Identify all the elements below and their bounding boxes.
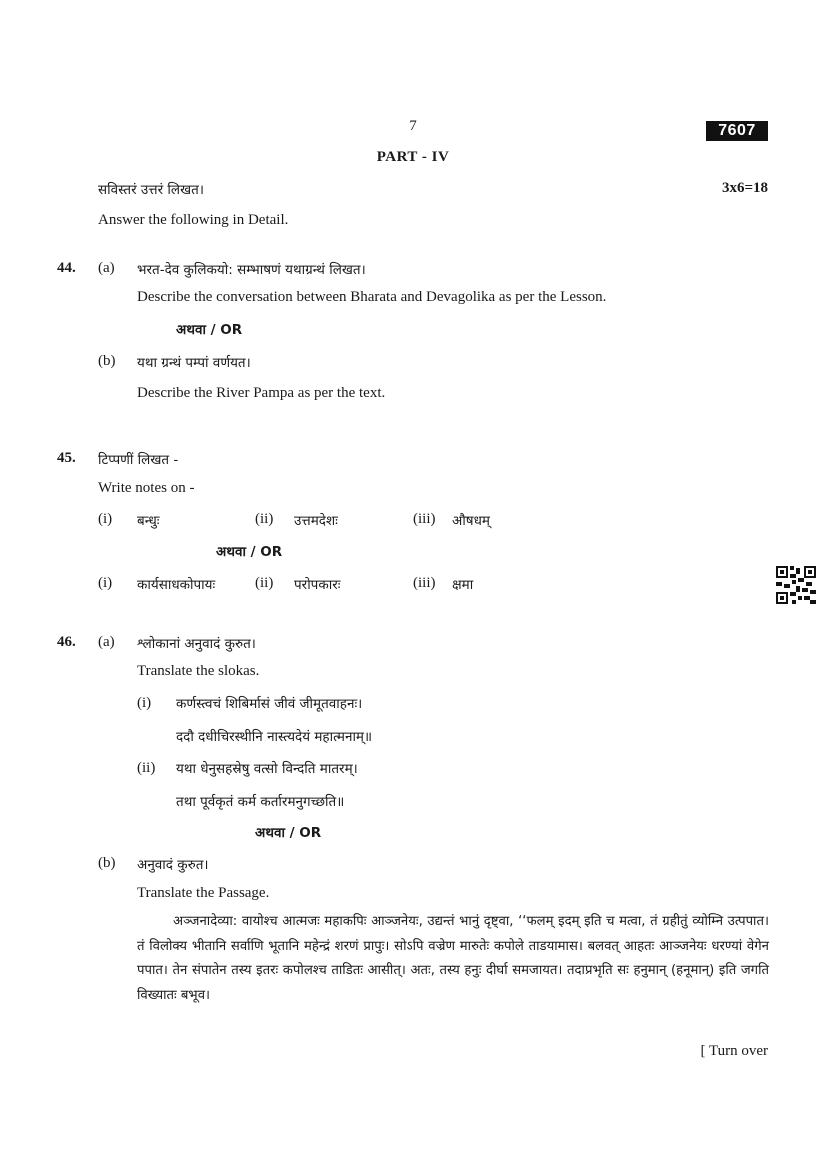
q46-sloka1-line2: ददौ दधीचिरस्थीनि नास्त्यदेयं महात्मनाम्॥ — [176, 729, 373, 745]
q46-a-sanskrit: श्लोकानां अनुवादं कुरुत। — [137, 636, 256, 652]
paper-code-badge: 7607 — [706, 121, 768, 141]
q45-number: 45. — [57, 450, 76, 466]
q45-or-label: अथवा / OR — [216, 544, 283, 560]
part-title: PART - IV — [376, 149, 450, 165]
q44-a-label: (a) — [98, 260, 115, 276]
q45-set1-item1-text: बन्धुः — [137, 513, 160, 529]
q44-b-english: Describe the River Pampa as per the text. — [137, 385, 386, 401]
marks-label: 3x6=18 — [721, 180, 768, 196]
q45-sanskrit: टिप्पणीं लिखत - — [98, 452, 179, 468]
q44-number: 44. — [57, 260, 76, 276]
q45-set2-item2-label: (ii) — [255, 575, 274, 591]
q44-a-sanskrit: भरत-देव कुलिकयो: सम्भाषणं यथाग्रन्थं लिखत। — [137, 262, 366, 278]
q46-sloka1-label: (i) — [137, 695, 152, 711]
q44-b-sanskrit: यथा ग्रन्थं पम्पां वर्णयत। — [137, 355, 251, 371]
q46-a-english: Translate the slokas. — [137, 663, 260, 679]
q46-sloka1-line1: कर्णस्त्वचं शिबिर्मासं जीवं जीमूतवाहनः। — [176, 696, 363, 712]
q46-sloka2-line2: तथा पूर्वकृतं कर्म कर्तारमनुगच्छति॥ — [176, 794, 345, 810]
instruction-english: Answer the following in Detail. — [98, 212, 289, 228]
q46-number: 46. — [57, 634, 76, 650]
q45-set1-item3-label: (iii) — [413, 511, 436, 527]
q46-passage: अञ्जनादेव्या: वायोश्च आत्मजः महाकपिः आञ्जनेयः, उद्यन्तं भानुं दृष्ट्वा, ‘‘फलम् इदम् इति च मत्वा, तं ग्रहीतुं व्योम्नि उत्पपात। तं विलोक्य भीतानि सर्वाणि भूतानि महेन्द्रं शरणं प्रापुः। सोऽपि वज्रेण मारुतेः कपोले ताडयामास। बलवत् आहतः आञ्जनेयः धरण्यां वेगेन पपात। तेन संपातेन तस्य इतरः कपोलश्च ताडितः आसीत्। अतः, तस्य हनुः दीर्घा समजायत। तदाप्रभृति सः हनुमान् (हनूमान्) इति जगति विख्यातः बभूव। — [137, 914, 769, 1003]
instruction-sanskrit: सविस्तरं उत्तरं लिखत। — [98, 182, 204, 198]
q46-a-label: (a) — [98, 634, 115, 650]
q45-set2-item3-text: क्षमा — [452, 577, 474, 593]
q45-set2-item1-label: (i) — [98, 575, 113, 591]
q45-set1-item1-label: (i) — [98, 511, 113, 527]
q46-or-label: अथवा / OR — [255, 825, 322, 841]
q44-or-label: अथवा / OR — [176, 322, 243, 338]
qr-code-icon — [776, 566, 816, 604]
q45-set2-item1-text: कार्यसाधकोपायः — [137, 577, 216, 593]
q46-b-label: (b) — [98, 855, 116, 871]
q45-set1-item2-label: (ii) — [255, 511, 274, 527]
q46-sloka2-label: (ii) — [137, 760, 156, 776]
q46-sloka2-line1: यथा धेनुसहस्रेषु वत्सो विन्दति मातरम्। — [176, 761, 358, 777]
turn-over-label: [ Turn over — [700, 1043, 768, 1059]
page-number: 7 — [409, 118, 417, 134]
q44-a-english: Describe the conversation between Bharata and Devagolika as per the Lesson. — [137, 289, 607, 305]
q44-b-label: (b) — [98, 353, 116, 369]
q46-b-sanskrit: अनुवादं कुरुत। — [137, 857, 209, 873]
q46-b-english: Translate the Passage. — [137, 885, 270, 901]
q45-set1-item2-text: उत्तमदेशः — [294, 513, 338, 529]
q45-set1-item3-text: औषधम् — [452, 513, 490, 529]
q45-set2-item2-text: परोपकारः — [294, 577, 341, 593]
q45-set2-item3-label: (iii) — [413, 575, 436, 591]
q45-english: Write notes on - — [98, 480, 195, 496]
